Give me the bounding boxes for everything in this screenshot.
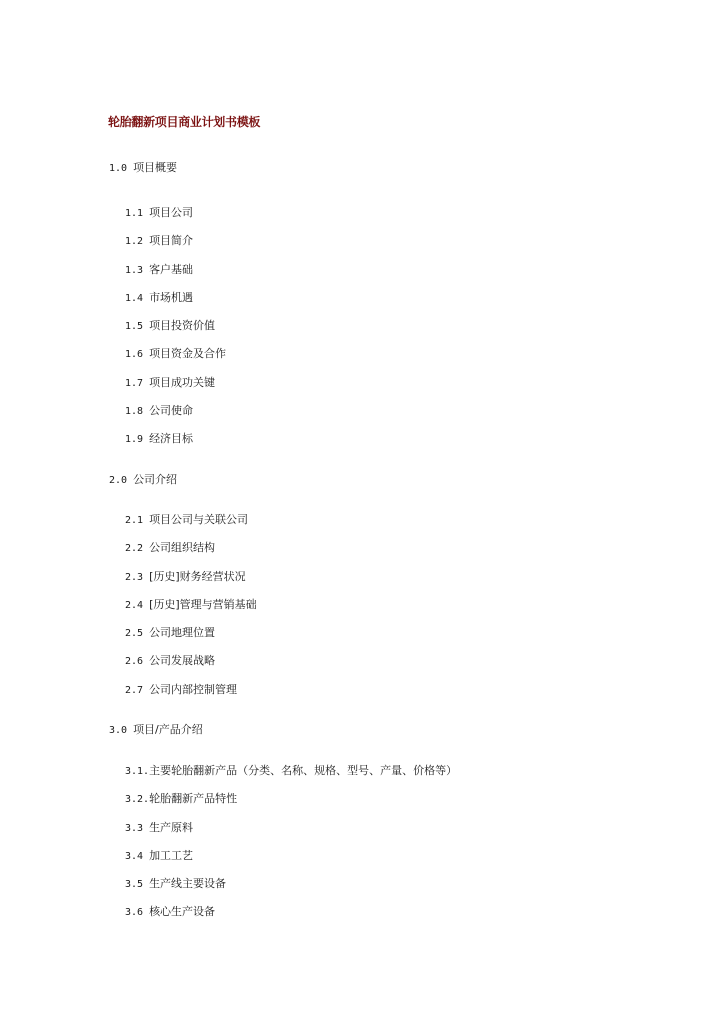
item-label: 核心生产设备 [149,905,216,918]
toc-item [125,905,215,920]
section-heading [109,723,203,738]
item-number: 3.3 [125,823,144,834]
item-number: 2.1 [125,515,144,526]
item-number: 1.9 [125,434,144,445]
toc-item [125,654,215,669]
item-number: 1.4 [125,293,144,304]
item-label: 公司地理位置 [149,626,216,639]
section-heading [109,161,177,176]
section-heading [109,473,177,488]
toc-item [125,263,193,278]
item-number: 3.2. [125,794,150,805]
toc-item [125,347,226,362]
item-label: 项目投资价值 [149,319,216,332]
item-label: [历史]财务经营状况 [149,570,246,583]
item-label: [历史]管理与营销基础 [149,598,257,611]
toc-item [125,541,215,556]
toc-item [125,291,193,306]
item-number: 2.5 [125,628,144,639]
toc-item [125,626,215,641]
item-number: 1.3 [125,265,144,276]
toc-item [125,764,457,779]
item-label: 客户基础 [149,263,194,276]
item-label: 生产原料 [149,821,194,834]
toc-item [125,404,193,419]
item-label: 项目公司与关联公司 [149,513,249,526]
item-number: 1.5 [125,321,144,332]
item-number: 1.6 [125,349,144,360]
item-label: 经济目标 [149,432,194,445]
item-number: 2.3 [125,572,144,583]
toc-item [125,821,193,836]
toc-item [125,206,193,221]
item-label: 项目资金及合作 [149,347,227,360]
document-title: 轮胎翻新项目商业计划书模板 [108,115,261,129]
toc-item [125,234,193,249]
toc-item [125,877,226,892]
toc-item [125,319,215,334]
toc-item [125,432,193,447]
item-number: 3.5 [125,879,144,890]
item-number: 3.6 [125,907,144,918]
item-number: 1.8 [125,406,144,417]
item-label: 项目成功关键 [149,376,216,389]
item-number: 3.1. [125,766,150,777]
item-number: 1.7 [125,378,144,389]
item-label: 轮胎翻新产品特性 [149,792,238,805]
item-number: 3.4 [125,851,144,862]
item-label: 生产线主要设备 [149,877,227,890]
item-label: 项目公司 [149,206,194,219]
toc-item [125,570,246,585]
item-number: 1.1 [125,208,144,219]
toc-item [125,376,215,391]
toc-item [125,683,237,698]
section-number: 1.0 [109,163,128,174]
toc-item [125,513,248,528]
item-label: 公司发展战略 [149,654,216,667]
item-number: 2.7 [125,685,144,696]
item-number: 2.4 [125,600,144,611]
item-number: 1.2 [125,236,144,247]
section-label: 公司介绍 [133,473,178,486]
item-number: 2.6 [125,656,144,667]
toc-item [125,849,193,864]
section-label: 项目概要 [133,161,178,174]
item-label: 公司使命 [149,404,194,417]
toc-item [125,598,257,613]
section-number: 3.0 [109,725,128,736]
item-number: 2.2 [125,543,144,554]
section-label: 项目/产品介绍 [133,723,203,736]
item-label: 公司组织结构 [149,541,216,554]
item-label: 公司内部控制管理 [149,683,238,696]
item-label: 市场机遇 [149,291,194,304]
item-label: 项目简介 [149,234,194,247]
toc-item [125,792,237,807]
section-number: 2.0 [109,475,128,486]
item-label: 加工工艺 [149,849,194,862]
item-label: 主要轮胎翻新产品（分类、名称、规格、型号、产量、价格等） [149,764,458,777]
